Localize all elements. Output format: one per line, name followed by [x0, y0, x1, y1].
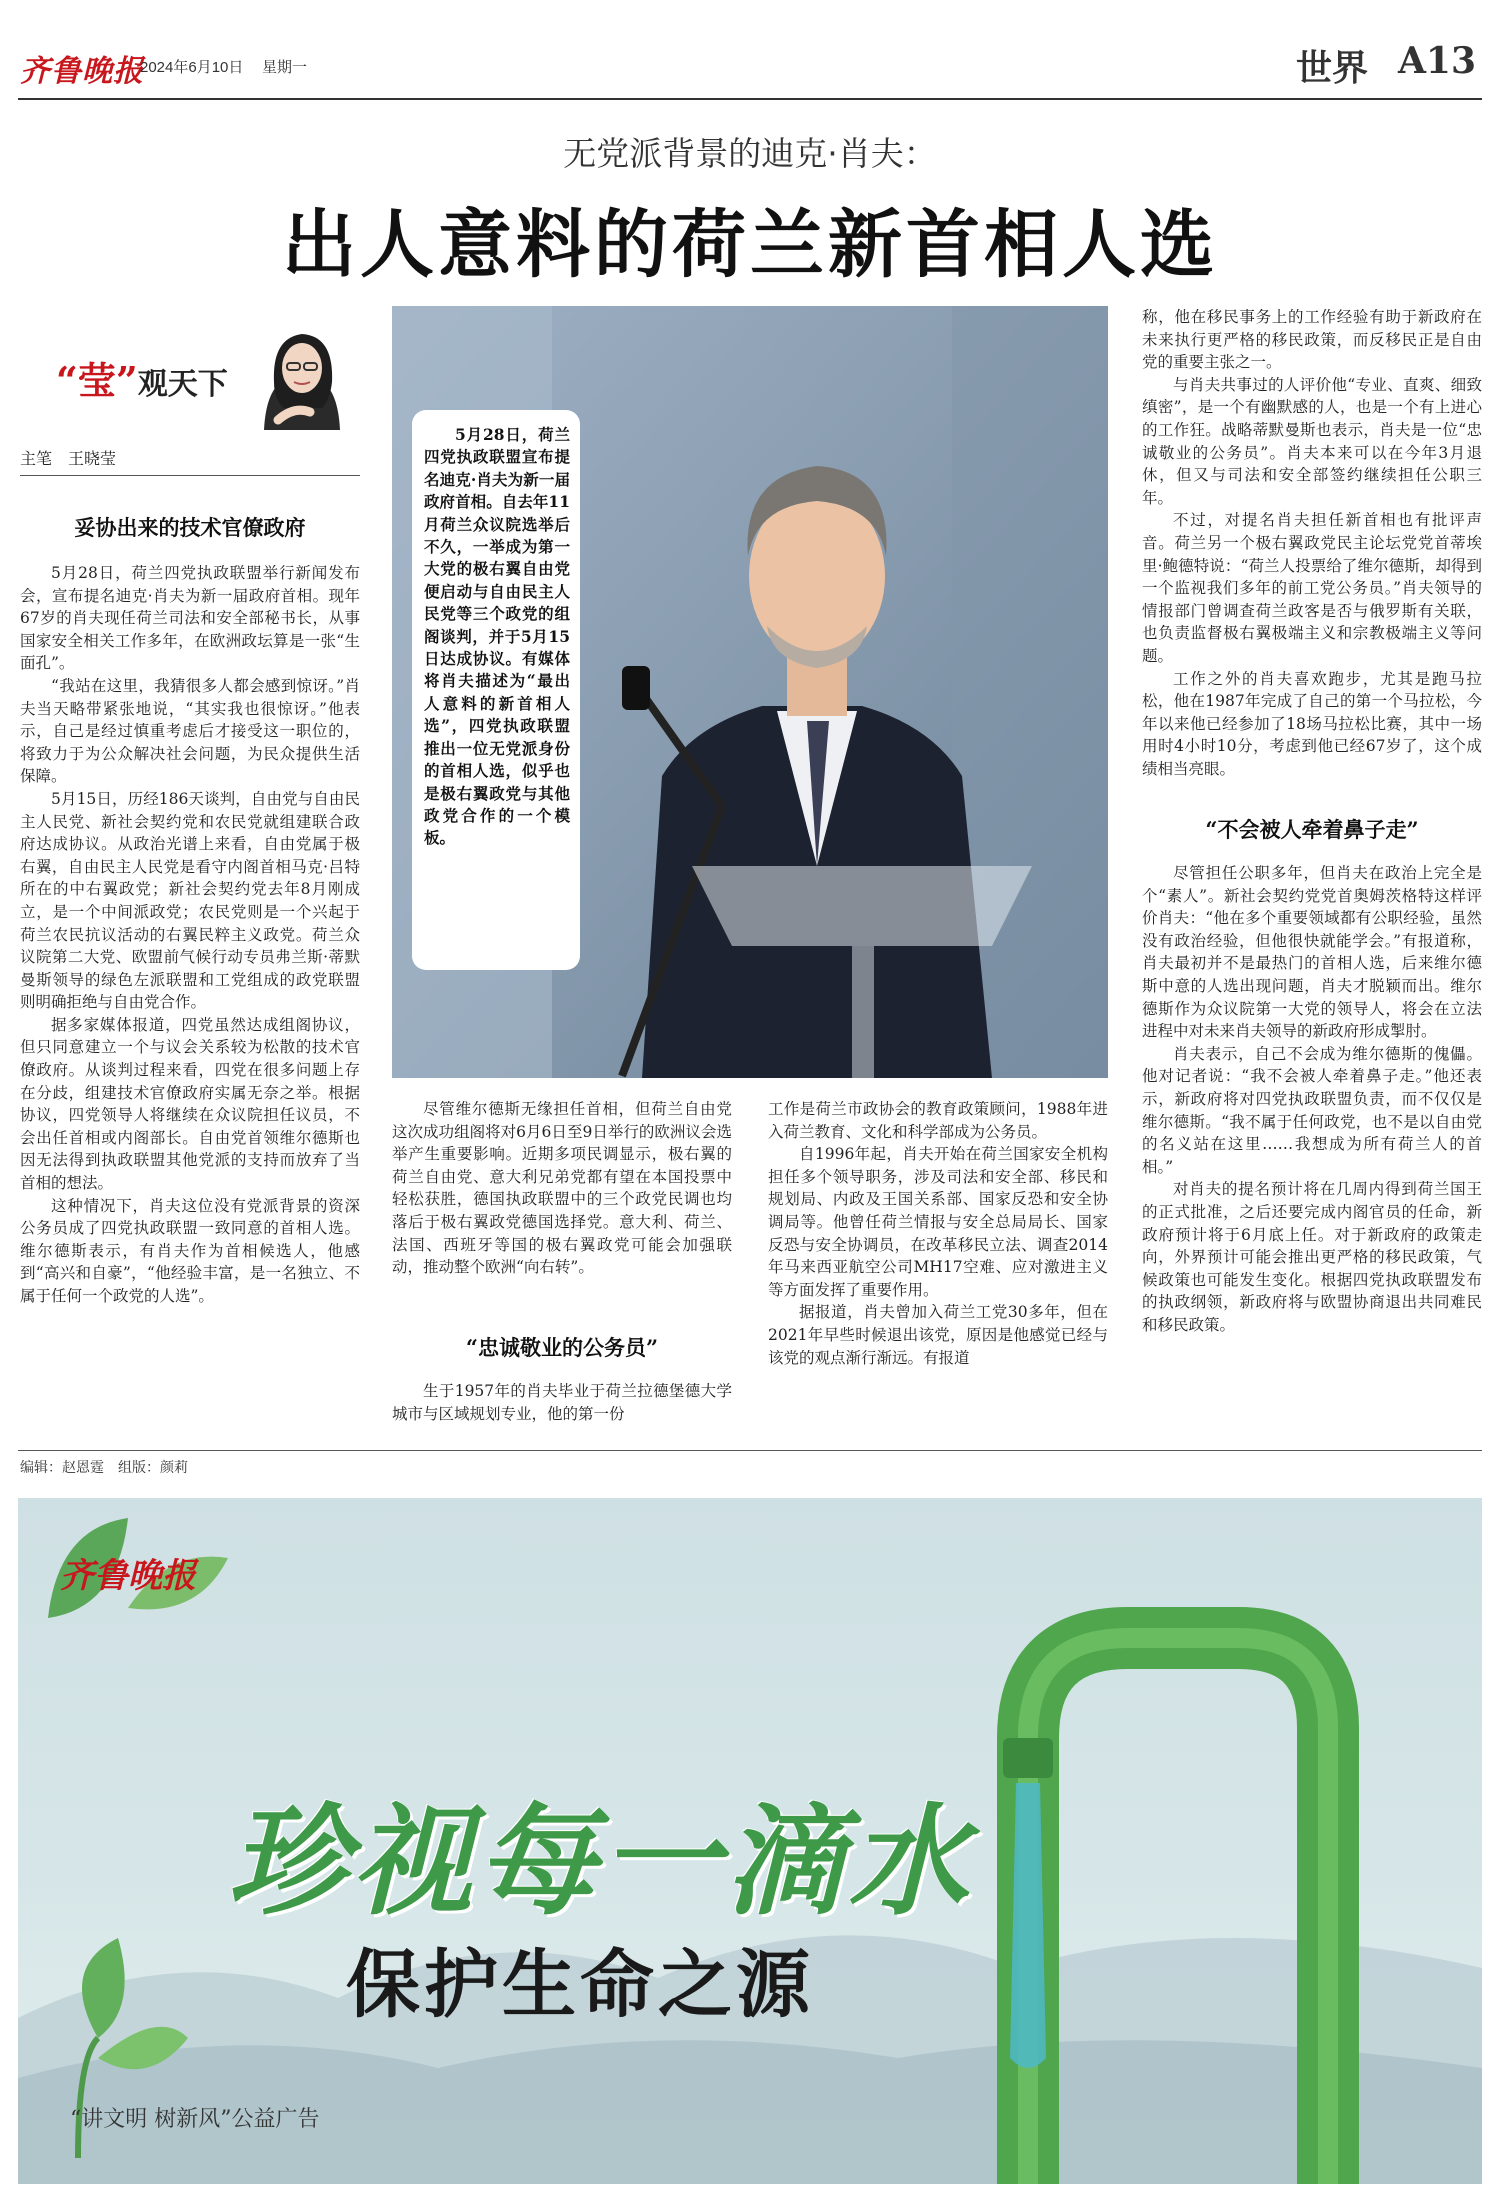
article-column-4: [1142, 306, 1482, 802]
photo-caption: 5月28日，荷兰四党执政联盟宣布提名迪克·肖夫为新一届政府首相。自去年11月荷兰众议院选举后不久，一举成为第一大党的极右翼自由党便启动与自由民主人民党等三个政党的组阁谈判，并于5月15日达成协议。有媒体将肖夫描述为“最出人意料的新首相人选”，四党执政联盟推出一位无党派身份的首相人选，似乎也是极右翼政党与其他政党合作的一个模板。: [412, 410, 580, 970]
subhead-not-led-by-nose: “不会被人牵着鼻子走”: [1205, 817, 1419, 842]
editor-credit: 编辑：赵恩霆: [20, 1459, 104, 1475]
column-logo: [20, 320, 360, 430]
public-service-ad: [18, 1498, 1482, 2184]
ad-subslogan: 保护生命之源: [346, 1942, 814, 2028]
subhead-technocrat-government: 妥协出来的技术官僚政府: [74, 515, 306, 540]
kicker-headline: 无党派背景的迪克·肖夫：: [563, 134, 937, 173]
paragraph: 5月28日，荷兰四党执政联盟举行新闻发布会，宣布提名迪克·肖夫为新一届政府首相。现年67岁的肖夫现任荷兰司法和安全部秘书长，从事国家安全相关工作多年，在欧洲政坛算是一张“生面孔”。: [20, 564, 360, 673]
paragraph: 与肖夫共事过的人评价他“专业、直爽、细致缜密”，是一个有幽默感的人，也是一个有上进心的工作狂。战略蒂默曼斯也表示，肖夫是一位“忠诚敬业的公务员”。肖夫本来可以在今年3月退休，但又与司法和安全部签约继续担任公职三年。: [1142, 375, 1482, 507]
paragraph: “我站在这里，我猜很多人都会感到惊讶。”肖夫当天略带紧张地说，“其实我也很惊讶。”他表示，自己是经过慎重考虑后才接受这一职位的，将致力于为公众解决社会问题，为民众提供生活保障。: [20, 676, 360, 786]
page-number: A13: [1398, 40, 1477, 82]
section-name: 世界: [1296, 47, 1369, 89]
masthead-logo: 齐鲁晚报: [20, 54, 144, 89]
author-portrait: [244, 320, 360, 430]
ad-logo: 齐鲁晚报: [60, 1556, 196, 1596]
column-name: [56, 350, 228, 405]
paragraph: 尽管担任公职多年，但肖夫在政治上完全是个“素人”。新社会契约党党首奥姆茨格特这样评价肖夫：“他在多个重要领域都有公职经验，虽然没有政治经验，但他很快就能学会。”有报道称，肖夫最初并不是最热门的首相人选，后来维尔德斯中意的人选出现问题，肖夫才脱颖而出。维尔德斯作为众议院第一大党的领导人，将会在立法进程中对未来肖夫领导的新政府形成掣肘。: [1142, 864, 1482, 1041]
subhead-civil-servant: “忠诚敬业的公务员”: [465, 1335, 659, 1360]
article-column-1: [20, 562, 360, 1430]
paragraph: 肖夫表示，自己不会成为维尔德斯的傀儡。他对记者说：“我不会被人牵着鼻子走。”他还表示，新政府将对四党执政联盟负责，而不仅仅是维尔德斯。“我不属于任何政党，也不是以自由党的名义站在这里……我想成为所有荷兰人的首相。”: [1142, 1044, 1482, 1176]
article-column-4b: [1142, 862, 1482, 1432]
issue-date: 2024年6月10日: [140, 59, 244, 76]
paragraph: 自1996年起，肖夫开始在荷兰国家安全机构担任多个领导职务，涉及司法和安全部、移民和规划局、内政及王国关系部、国家反恐和安全协调局等。他曾任荷兰情报与安全总局局长、国家反恐与安全协调员，在改革移民立法、调查2014年马来西亚航空公司MH17空难、应对激进主义等方面发挥了重要作用。: [768, 1145, 1108, 1299]
paragraph: 尽管维尔德斯无缘担任首相，但荷兰自由党这次成功组阁将对6月6日至9日举行的欧洲议会选举产生重要影响。近期多项民调显示，极右翼的荷兰自由党、意大利兄弟党都有望在本国投票中轻松获胜，德国执政联盟中的三个政党民调也均落后于极右翼政党德国选择党。意大利、荷兰、法国、西班牙等国的极右翼政党可能会加强联动，推动整个欧洲“向右转”。: [392, 1100, 732, 1277]
article-column-2b: [392, 1380, 732, 1432]
article-column-3: [768, 1098, 1108, 1432]
byline-name: 王晓莹: [68, 451, 117, 468]
ad-footer: “讲文明 树新风”公益广告: [70, 2107, 320, 2132]
paragraph: 工作之外的肖夫喜欢跑步，尤其是跑马拉松，他在1987年完成了自己的第一个马拉松，今年以来他已经参加了18场马拉松比赛，其中一场用时4小时10分，考虑到他已经67岁了，这个成绩相当亮眼。: [1142, 669, 1482, 778]
byline-role: 主笔: [20, 451, 53, 468]
paragraph: 据多家媒体报道，四党虽然达成组阁协议，但只同意建立一个与议会关系较为松散的技术官僚政府。从谈判过程来看，四党在很多问题上存在分歧，组建技术官僚政府实属无奈之举。根据协议，四党领导人将继续在众议院担任议员，不会出任首相或内阁部长。自由党首领维尔德斯也因无法得到执政联盟其他党派的支持而放弃了当首相的想法。: [20, 1015, 360, 1193]
issue-weekday: 星期一: [262, 59, 308, 76]
paragraph: 工作是荷兰市政协会的教育政策顾问，1988年进入荷兰教育、文化和科学部成为公务员。: [768, 1100, 1108, 1141]
column-name-accent: “莹”: [56, 358, 138, 403]
layout-credit: 组版：颜莉: [118, 1459, 188, 1475]
paragraph: 5月15日，历经186天谈判，自由党与自由民主人民党、新社会契约党和农民党就组建联合政府达成协议。从政治光谱上来看，自由党属于极右翼，自由民主人民党是看守内阁首相马克·吕特所在的中右翼政党；新社会契约党去年8月刚成立，是一个中间派政党；农民党则是一个兴起于荷兰农民抗议活动的右翼民粹主义政党。荷兰众议院第二大党、欧盟前气候行动专员弗兰斯·蒂默曼斯领导的绿色左派联盟和工党组成的政党联盟则明确拒绝与自由党合作。: [20, 789, 360, 1012]
editor-credits: [20, 1457, 202, 1477]
paragraph: 据报道，肖夫曾加入荷兰工党30多年，但在2021年早些时候退出该党，原因是他感觉已经与该党的观点渐行渐远。有报道: [768, 1303, 1108, 1367]
paragraph: 这种情况下，肖夫这位没有党派背景的资深公务员成了四党执政联盟一致同意的首相人选。维尔德斯表示，有肖夫作为首相候选人，他感到“高兴和自豪”，“他经验丰富，是一名独立、不属于任何一个政党的人选”。: [20, 1196, 360, 1305]
main-headline: 出人意料的荷兰新首相人选: [282, 202, 1218, 288]
byline: [20, 446, 360, 476]
top-rule: [18, 98, 1482, 100]
article-column-2: [392, 1098, 732, 1326]
column-name-rest: 观天下: [137, 367, 228, 402]
paragraph: 生于1957年的肖夫毕业于荷兰拉德堡德大学城市与区域规划专业，他的第一份: [392, 1382, 732, 1423]
paragraph: 称，他在移民事务上的工作经验有助于新政府在未来执行更严格的移民政策，而反移民正是自由党的重要主张之一。: [1142, 308, 1482, 372]
paragraph: 对肖夫的提名预计将在几周内得到荷兰国王的正式批准，之后还要完成内阁官员的任命，新政府预计将于6月底上任。对于新政府的政策走向，外界预计可能会推出更严格的移民政策，气候政策也可能发生变化。根据四党执政联盟发布的执政纲领，新政府将与欧盟协商退出共同难民和移民政策。: [1142, 1180, 1482, 1334]
paragraph: 不过，对提名肖夫担任新首相也有批评声音。荷兰另一个极右翼政党民主论坛党党首蒂埃里·鲍德特说：“荷兰人投票给了维尔德斯，却得到一个监视我们多年的前工党公务员。”肖夫领导的情报部门曾调查荷兰政客是否与俄罗斯有关联，也负责监督极右翼极端主义和宗教极端主义等问题。: [1142, 511, 1482, 665]
ad-slogan: 珍视每一滴水: [228, 1791, 972, 1932]
bottom-rule: [18, 1450, 1482, 1451]
